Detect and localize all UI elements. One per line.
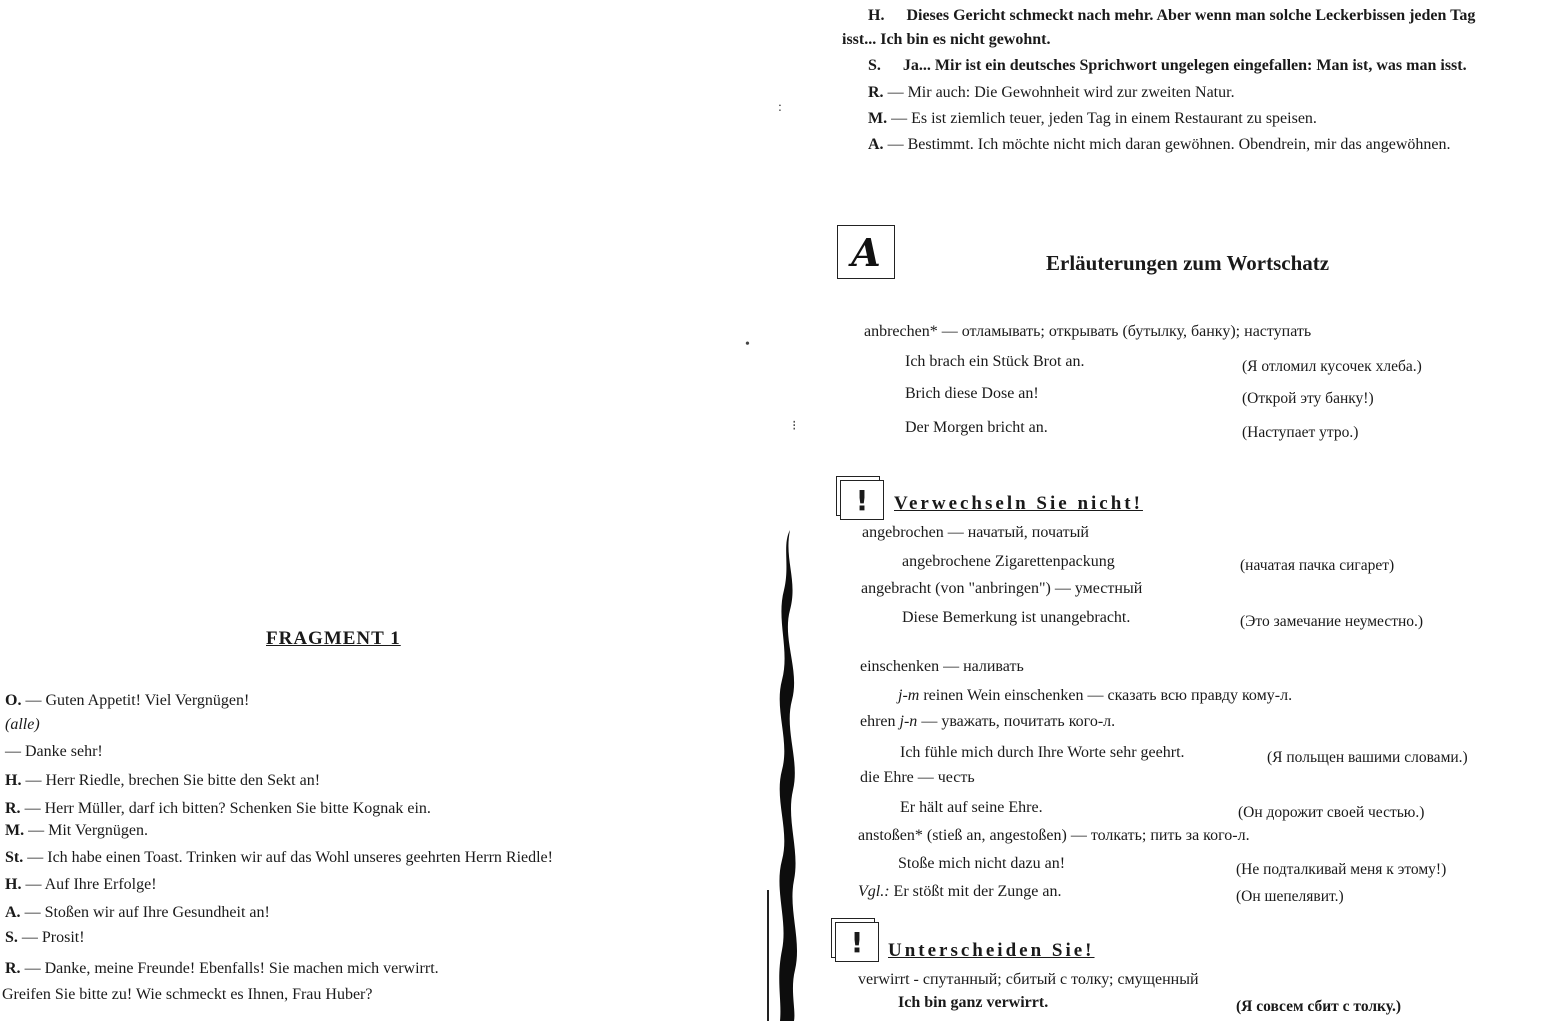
vocab-head: die Ehre — честь [860,769,975,786]
example-de: Diese Bemerkung ist unangebracht. [902,609,1131,626]
dialogue-line [868,136,1451,154]
head-pre: ehren [860,713,900,730]
vocab-sub [898,687,1292,705]
dialogue-line: isst... Ich bin es nicht gewohnt. [842,31,1051,48]
dialogue-line [5,849,553,867]
italic-term: j-n [899,713,918,730]
speaker: M. [868,110,888,127]
vocab-head: angebracht (von "anbringen") — уместный [861,580,1143,597]
example-ru: (Не подталкивай меня к этому!) [1236,861,1447,878]
line-text: — Ich habe einen Toast. Trinken wir auf das Wohl unseres geehrten Herrn Riedle! [27,849,553,866]
vocab-head: anbrechen* — отламывать; открывать (бутылку, банку); наступать [864,323,1312,340]
speaker: R. [5,960,21,977]
vocabulary-a-icon [837,225,895,279]
speaker: S. [868,57,881,74]
dialogue-line [868,84,1235,102]
scan-dot: • [745,337,750,352]
speaker: St. [5,849,24,866]
example-ru: (Я отломил кусочек хлеба.) [1242,358,1422,375]
example-ru: (Я совсем сбит с толку.) [1236,998,1402,1015]
warning-title: Unterscheiden Sie! [888,940,1095,961]
line-text: — Prosit! [21,929,85,946]
speaker: H. [5,772,22,789]
speaker: H. [868,7,885,24]
sub-text: reinen Wein einschenken — сказать всю правду кому-л. [919,687,1293,704]
line-text: — Auf Ihre Erfolge! [25,876,157,893]
line-text: — Stoßen wir auf Ihre Gesundheit an! [24,904,270,921]
warning-icon-front [835,922,879,962]
fragment-title: FRAGMENT 1 [266,628,401,649]
warning-title: Verwechseln Sie nicht! [894,493,1143,514]
speaker: A. [868,136,884,153]
example-de: Er stößt mit der Zunge an. [889,883,1062,900]
line-text: Dieses Gericht schmeckt nach mehr. Aber wenn man solche Leckerbissen jeden Tag [906,7,1476,24]
scan-tick: : [778,100,782,115]
line-text: Ja... Mir ist ein deutsches Sprichwort ungelegen eingefallen: Man ist, was man isst. [902,57,1467,74]
line-text: — Bestimmt. Ich möchte nicht mich daran gewöhnen. Obendrein, mir das angewöhnen. [887,136,1451,153]
line-text: — Danke, meine Freunde! Ebenfalls! Sie machen mich verwirrt. [24,960,439,977]
vocab-head: verwirrt - спутанный; сбитый с толку; смущенный [858,971,1199,988]
exclamation-glyph: ! [855,483,869,517]
example-de: Ich bin ganz verwirrt. [898,994,1049,1011]
dialogue-line [5,772,320,790]
scan-tick: ⁝ [792,419,797,434]
dialogue-line [5,692,249,710]
dialogue-line: — Danke sehr! [5,743,103,760]
example-ru: (Открой эту банку!) [1242,390,1374,407]
a-icon-letter: A [851,229,881,275]
example-de: Er hält auf seine Ehre. [900,799,1043,816]
example-de: Der Morgen bricht an. [905,419,1048,436]
example-ru: (Наступает утро.) [1242,424,1359,441]
line-text: — Mit Vergnügen. [28,822,148,839]
scan-binding-shadow [760,520,810,1021]
speaker: S. [5,929,18,946]
example-de: Ich brach ein Stück Brot an. [905,353,1085,370]
vocab-head: angebrochen — начатый, початый [862,524,1089,541]
speaker: A. [5,904,21,921]
example-ru: (Я польщен вашими словами.) [1267,749,1468,766]
warning-icon-front [840,480,884,520]
example-ru: (Это замечание неуместно.) [1240,613,1424,630]
line-text: — Herr Riedle, brechen Sie bitte den Sekt an! [25,772,321,789]
line-text: — Mir auch: Die Gewohnheit wird zur zweiten Natur. [887,84,1235,101]
example-de: angebrochene Zigarettenpackung [902,553,1115,570]
dialogue-line [5,960,439,978]
example-de: Stoße mich nicht dazu an! [898,855,1066,872]
dialogue-line [868,57,1467,75]
vocab-head [860,713,1115,731]
exclamation-glyph: ! [850,925,864,959]
section-title: Erläuterungen zum Wortschatz [1046,251,1330,275]
line-text: — Es ist ziemlich teuer, jeden Tag in einem Restaurant zu speisen. [891,110,1317,127]
line-text: — Guten Appetit! Viel Vergnügen! [25,692,250,709]
line-text: — Herr Müller, darf ich bitten? Schenken Sie bitte Kognak ein. [24,800,431,817]
dialogue-line [868,110,1317,128]
speaker: H. [5,876,22,893]
dialogue-line [5,800,431,818]
vocab-head: einschenken — наливать [860,658,1024,675]
example-ru: (начатая пачка сигарет) [1240,557,1395,574]
example-de: Brich diese Dose an! [905,385,1039,402]
vocab-vgl [858,883,1062,901]
dialogue-line [5,904,270,922]
example-de: Ich fühle mich durch Ihre Worte sehr geehrt. [900,744,1185,761]
example-ru: (Он шепелявит.) [1236,888,1344,905]
dialogue-line [5,876,157,894]
speaker: R. [868,84,884,101]
head-text: — уважать, почитать кого-л. [917,713,1116,730]
dialogue-line [5,822,148,840]
example-ru: (Он дорожит своей честью.) [1238,804,1425,821]
dialogue-line [5,929,85,947]
speaker: O. [5,692,22,709]
speaker: M. [5,822,25,839]
vocab-head: anstoßen* (stieß an, angestoßen) — толкать; пить за кого-л. [858,827,1250,844]
dialogue-line [868,7,1475,25]
vgl-label: Vgl.: [858,883,890,900]
dialogue-line: Greifen Sie bitte zu! Wie schmeckt es Ihnen, Frau Huber? [2,986,373,1003]
speaker: R. [5,800,21,817]
dialogue-line: (alle) [5,716,40,733]
italic-term: j-m [898,687,920,704]
